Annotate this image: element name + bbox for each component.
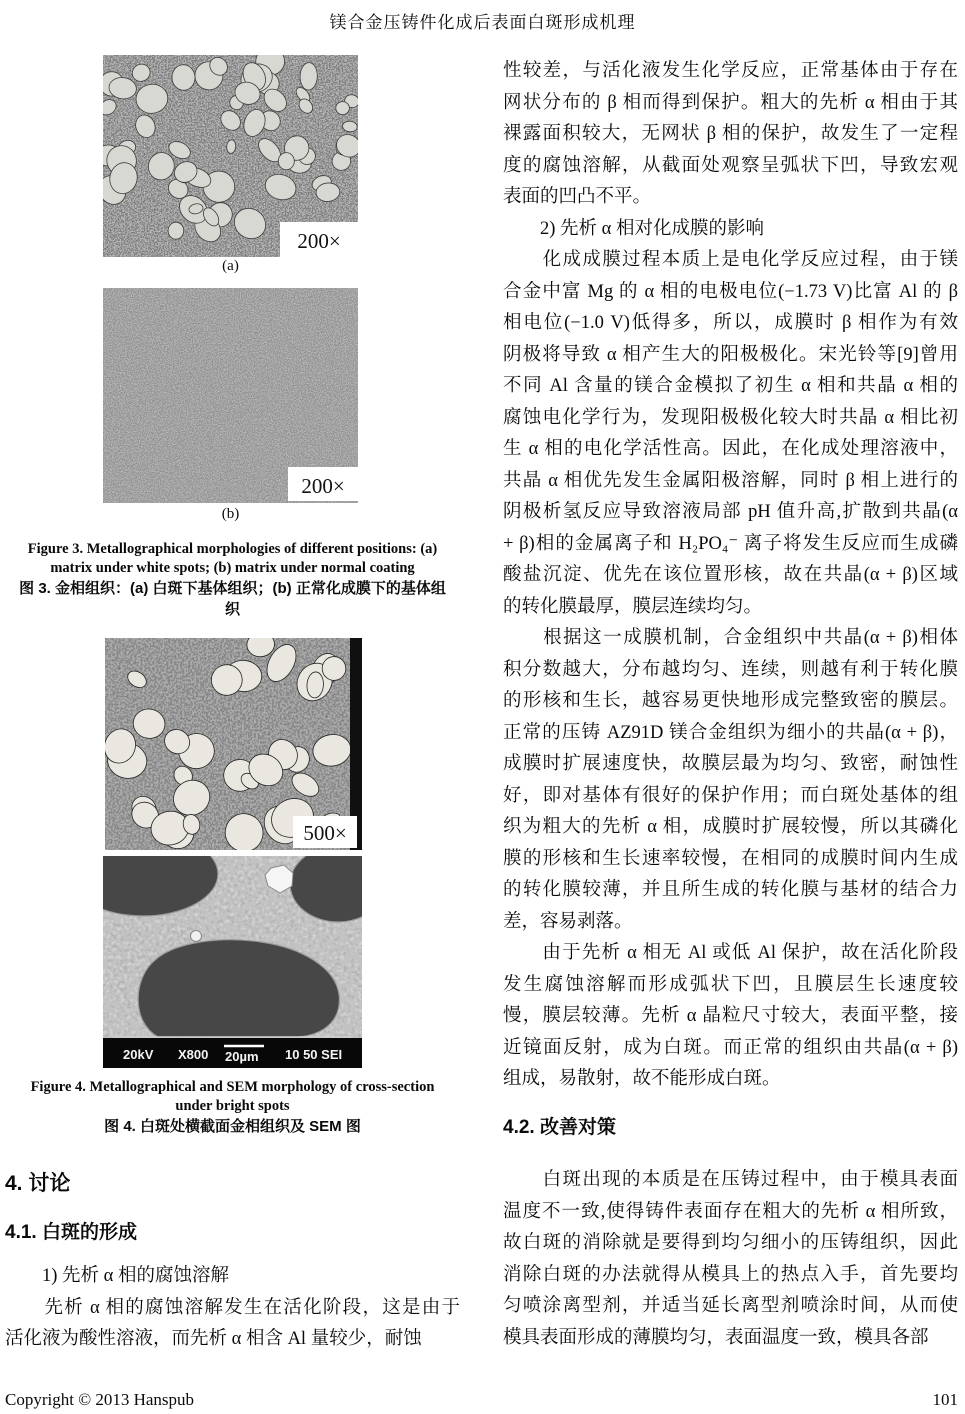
section-4-1-heading: 4.1. 白斑的形成 — [5, 1222, 137, 1243]
footer-page-number: 101 — [932, 1390, 958, 1409]
magnification-label: 200× — [297, 229, 341, 253]
figure3-image-a-micrograph — [103, 55, 358, 257]
figure3-sublabel-b: (b) — [221, 506, 240, 522]
figure4-image-sem — [103, 856, 362, 1068]
section-4-heading: 4. 讨论 — [5, 1172, 71, 1195]
figure3-sublabel-a: (a) — [222, 258, 239, 274]
figure3-caption — [5, 540, 460, 620]
figure3-caption-zh: 图 3. 金相组织：(a) 白斑下基体组织；(b) 正常化成膜下的基体组 织 — [19, 580, 446, 618]
magnification-label: 500× — [303, 821, 347, 845]
right-body-text-block1: 性较差，与活化液发生化学反应，正常基体由于存在 网状分布的 β 相而得到保护。粗大的先析 α 相由于其 裸露面积较大，无网状 β 相的保护，故发生了一定程 度的腐蚀溶解，从截面处观察呈弧状下凹，导致宏观 表面的凹凸不平。 2) 先析 α 相对化成膜的影响 化成成膜过程本质上是电化学反应过程，由于镁 合金中富 Mg 的 α 相的电极电位(−1.73 V)比富 Al 的 β 相电位(−1.0 V)低得多，所以，成膜时 β 相作为有效 阴极将导致 α 相产生大的阳极极化。宋光铃等[9]曾用 不同 Al 含量的镁合金模拟了初生 α 相和共晶 α 相的 腐蚀电化学行为，发现阳极极化较大时共晶 α 相比初 生 α 相的电化学活性高。因此，在化成处理溶液中， 共晶 α 相优先发生金属阳极溶解，同时 β 相上进行的 阴极析氢反应导致溶液局部 pH 值升高,扩散到共晶(α + β)相的金属离子和 H₂PO₄⁻ 离子将发生反应而生成磷 酸盐沉淀、优先在该位置形核，故在共晶(α + β)区域 的转化膜最厚，膜层连续均匀。 根据这一成膜机制，合金组织中共晶(α + β)相体 积分数越大，分布越均匀、连续，则越有利于转化膜 的形核和生长，越容易更快地形成完整致密的膜层。 正常的压铸 AZ91D 镁合金组织为细小的共晶(α + β)， 成膜时扩展速度快，故膜层最为均匀、致密，耐蚀性 好，即对基体有很好的保护作用；而白斑处基体的组 织为粗大的先析 α 相，成膜时扩展较慢，所以其磷化 膜的形核和生长速率较慢，在相同的成膜时间内生成 的转化膜较薄，并且所生成的转化膜与基材的结合力 差，容易剥落。 由于先析 α 相无 Al 或低 Al 保护，故在活化阶段 发生腐蚀溶解而形成弧状下凹，且膜层生长速度较 慢，膜层较薄。先析 α 晶粒尺寸较大，表面平整，接 近镜面反射，成为白斑。而正常的组织由共晶(α + β) 组成，易散射，故不能形成白斑。 — [503, 61, 958, 1089]
sem-small-particle — [191, 931, 202, 942]
right-column — [503, 0, 958, 1414]
sem-magnification-label: X800 — [178, 1047, 209, 1062]
section-4-2-heading: 4.2. 改善对策 — [503, 1117, 616, 1138]
figure3-caption-en: Figure 3. Metallographical morphologies of different positions: (a) matrix under white spots; (b) matrix under normal coating — [27, 541, 438, 576]
figure4-image-micrograph-500x — [105, 638, 362, 850]
figure4-caption — [5, 1078, 460, 1137]
left-body-text: 1) 先析 α 相的腐蚀溶解 先析 α 相的腐蚀溶解发生在活化阶段，这是由于 活化液为酸性溶液，而先析 α 相含 Al 量较少，耐蚀 — [5, 1266, 460, 1349]
sem-scale-label: 20µm — [225, 1049, 259, 1064]
magnification-label: 200× — [301, 474, 345, 498]
right-body-text-block2: 白斑出现的本质是在压铸过程中，由于模具表面 温度不一致,使得铸件表面存在粗大的先析 α 相所致， 故白斑的消除就是要得到均匀细小的压铸组织，因此 消除白斑的办法就得从模具上的热点入手，首先要均 匀喷涂离型剂，并适当延长离型剂喷涂时间，从而使 模具表面形成的薄膜均匀，表面温度一致，模具各部 — [503, 1170, 958, 1348]
figure4-caption-zh: 图 4. 白斑处横截面金相组织及 SEM 图 — [104, 1118, 361, 1135]
left-column — [5, 0, 460, 1414]
footer-copyright: Copyright © 2013 Hanspub — [5, 1390, 195, 1409]
sem-kv-label: 20kV — [123, 1047, 154, 1062]
page-title: 镁合金压铸件化成后表面白斑形成机理 — [329, 13, 636, 32]
figure3-image-b-micrograph — [103, 288, 358, 503]
sem-detector-label: 10 50 SEI — [285, 1047, 343, 1062]
figure4-caption-en: Figure 4. Metallographical and SEM morphology of cross-section under bright spots — [30, 1079, 435, 1114]
